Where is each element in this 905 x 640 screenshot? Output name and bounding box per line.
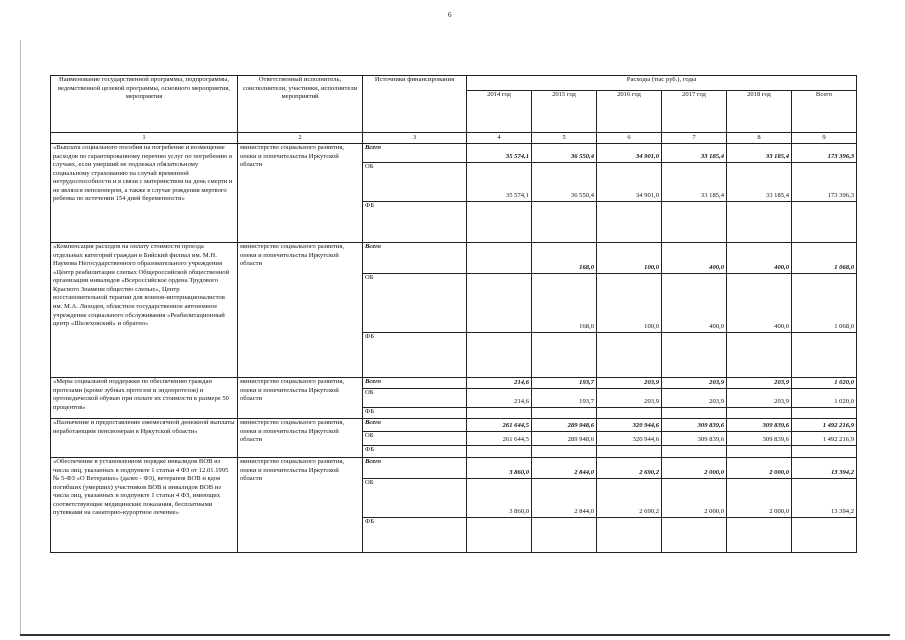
executor: министерство социального развития, опеки и попечительства Иркутской области [238,144,363,243]
amount-cell: 35 574,1 [467,163,532,202]
amount-cell [467,446,532,458]
funding-source: ФБ [363,333,467,378]
amount-cell [662,408,727,419]
funding-source: Всего [363,243,467,274]
amount-cell [662,202,727,243]
amount-cell [532,408,597,419]
funding-source: ОБ [363,432,467,446]
amount-cell [467,333,532,378]
page-edge [20,40,21,634]
amount-cell: 13 394,2 [792,458,857,479]
column-number: 6 [597,133,662,144]
table-row [51,419,857,432]
amount-cell: 2 844,0 [532,479,597,518]
amount-cell [662,518,727,553]
amount-cell [792,446,857,458]
amount-cell: 168,0 [532,274,597,333]
amount-cell [792,408,857,419]
amount-cell: 2 690,2 [597,479,662,518]
amount-cell: 33 185,4 [662,163,727,202]
amount-cell: 1 492 216,9 [792,432,857,446]
amount-cell [727,518,792,553]
column-number: 5 [532,133,597,144]
amount-cell: 400,0 [727,274,792,333]
amount-cell: 203,9 [727,389,792,408]
amount-cell: 33 185,4 [727,144,792,163]
amount-cell [532,333,597,378]
header-year: 2015 год [532,91,597,133]
amount-cell: 168,0 [532,243,597,274]
amount-cell: 36 550,4 [532,144,597,163]
expenses-table [50,75,857,553]
funding-source: ФБ [363,408,467,419]
amount-cell: 3 860,0 [467,458,532,479]
amount-cell [467,202,532,243]
measure-name: «Меры социальной поддержки по обеспечению граждан протезами (кроме зубных протезов и эндопротезов) и ортопедической обувью при оплате их стоимости в размере 50 процентов» [51,378,238,419]
amount-cell [792,333,857,378]
amount-cell: 203,9 [597,389,662,408]
amount-cell: 309 839,6 [662,419,727,432]
funding-source: ФБ [363,202,467,243]
amount-cell: 33 185,4 [727,163,792,202]
amount-cell [662,446,727,458]
amount-cell: 203,9 [727,378,792,389]
header-year: 2014 год [467,91,532,133]
header-name: Наименование государственной программы, подпрограммы, ведомственной целевой программы, основного мероприятия, мероприятия [51,76,238,133]
measure-name: «Обеспечение в установленном порядке инвалидов ВОВ из числа лиц, указанных в подпункте 1 статьи 4 ФЗ от 12.01.1995 № 5-ФЗ «О Ветеранах» (далее - ФЗ), ветеранов ВОВ и вдов погибших (умерших) участников ВОВ и инвалидов ВОВ из числа лиц, указанных в подпункте 1 статьи 4 ФЗ, имеющих соответствующие медицинские показания, бесплатными путевками на санаторно-курортное лечение» [51,458,238,553]
executor: министерство социального развития, опеки и попечительства Иркутской области [238,419,363,458]
amount-cell: 2 000,0 [727,479,792,518]
amount-cell: 261 644,5 [467,419,532,432]
amount-cell: 1 020,0 [792,378,857,389]
funding-source: ОБ [363,274,467,333]
amount-cell [792,518,857,553]
amount-cell: 2 000,0 [727,458,792,479]
measure-name: «Компенсация расходов на оплату стоимости проезда отдельных категорий граждан в Бийский филиал им. М.Н. Наумова Негосударственного образовательного учреждения «Центр реабилитации слепых Общероссийской общественной организации инвалидов «Всероссийское ордена Трудового Красного Знамени общество слепых», Центр восстановительной терапии для воинов-интернационалистов им. М.А. Лиходея, областное государственное автономное учреждение социального обслуживания «Реабилитационный центр «Шелеховский» и обратно» [51,243,238,378]
amount-cell [597,333,662,378]
header-year: Всего [792,91,857,133]
amount-cell [532,446,597,458]
funding-source: ФБ [363,446,467,458]
amount-cell: 289 948,6 [532,432,597,446]
column-number: 3 [363,133,467,144]
amount-cell: 3 860,0 [467,479,532,518]
column-number: 9 [792,133,857,144]
amount-cell: 1 068,0 [792,243,857,274]
funding-source: Всего [363,458,467,479]
header-year: 2018 год [727,91,792,133]
amount-cell: 34 901,0 [597,144,662,163]
amount-cell: 34 901,0 [597,163,662,202]
header-executor: Ответственный исполнитель, соисполнители, участники, исполнители мероприятий [238,76,363,133]
amount-cell: 173 396,3 [792,144,857,163]
amount-cell: 1 492 216,9 [792,419,857,432]
funding-source: ФБ [363,518,467,553]
amount-cell: 309 839,6 [662,432,727,446]
funding-source: Всего [363,144,467,163]
amount-cell: 203,9 [662,389,727,408]
measure-name: «Выплата социального пособия на погребение и возмещение расходов по гарантированному перечню услуг по погребению в случаях, если умерший не подлежал обязательному социальному страхованию на случай временной нетрудоспособности и в связи с материнством на день смерти и не являлся пенсионером, а также в случае рождения мертвого ребенка по истечении 154 дней беременности» [51,144,238,243]
amount-cell [597,446,662,458]
amount-cell: 100,0 [597,243,662,274]
amount-cell: 193,7 [532,389,597,408]
funding-source: ОБ [363,479,467,518]
amount-cell: 13 394,2 [792,479,857,518]
amount-cell [727,446,792,458]
amount-cell: 35 574,1 [467,144,532,163]
amount-cell: 33 185,4 [662,144,727,163]
table-row [51,243,857,274]
header-expenses: Расходы (тыс руб.), годы [467,76,857,91]
amount-cell: 320 944,6 [597,419,662,432]
amount-cell: 309 839,6 [727,419,792,432]
column-number: 1 [51,133,238,144]
header-year: 2016 год [597,91,662,133]
amount-cell: 2 844,0 [532,458,597,479]
amount-cell [597,518,662,553]
amount-cell [662,333,727,378]
column-number: 8 [727,133,792,144]
executor: министерство социального развития, опеки и попечительства Иркутской области [238,458,363,553]
amount-cell: 320 944,6 [597,432,662,446]
header-year: 2017 год [662,91,727,133]
amount-cell [727,408,792,419]
amount-cell: 309 839,6 [727,432,792,446]
amount-cell: 400,0 [727,243,792,274]
funding-source: ОБ [363,389,467,408]
amount-cell: 193,7 [532,378,597,389]
amount-cell: 2 000,0 [662,479,727,518]
executor: министерство социального развития, опеки и попечительства Иркутской области [238,243,363,378]
amount-cell [532,518,597,553]
column-number: 2 [238,133,363,144]
amount-cell: 400,0 [662,243,727,274]
funding-source: Всего [363,378,467,389]
amount-cell [467,274,532,333]
executor: министерство социального развития, опеки и попечительства Иркутской области [238,378,363,419]
table-row [51,144,857,163]
amount-cell [597,408,662,419]
page-number: 6 [448,11,452,19]
amount-cell: 214,6 [467,378,532,389]
column-number: 7 [662,133,727,144]
column-number: 4 [467,133,532,144]
amount-cell: 173 396,3 [792,163,857,202]
amount-cell: 2 690,2 [597,458,662,479]
amount-cell: 2 000,0 [662,458,727,479]
amount-cell: 1 020,0 [792,389,857,408]
column-number-row [51,133,857,144]
header-source: Источники финансирования [363,76,467,133]
amount-cell: 400,0 [662,274,727,333]
amount-cell: 261 644,5 [467,432,532,446]
amount-cell: 203,9 [597,378,662,389]
amount-cell: 100,0 [597,274,662,333]
amount-cell: 36 550,4 [532,163,597,202]
header-row [51,76,857,91]
amount-cell [467,408,532,419]
table-row [51,458,857,479]
page-bottom-edge [20,634,890,636]
funding-source: Всего [363,419,467,432]
amount-cell [532,202,597,243]
amount-cell [792,202,857,243]
amount-cell: 214,6 [467,389,532,408]
amount-cell [727,202,792,243]
amount-cell: 203,9 [662,378,727,389]
table-row [51,378,857,389]
measure-name: «Назначение и предоставление ежемесячной денежной выплаты неработающим пенсионерам в Иркутской области» [51,419,238,458]
amount-cell: 289 948,6 [532,419,597,432]
amount-cell [467,518,532,553]
amount-cell: 1 068,0 [792,274,857,333]
amount-cell [727,333,792,378]
amount-cell [597,202,662,243]
funding-source: ОБ [363,163,467,202]
amount-cell [467,243,532,274]
